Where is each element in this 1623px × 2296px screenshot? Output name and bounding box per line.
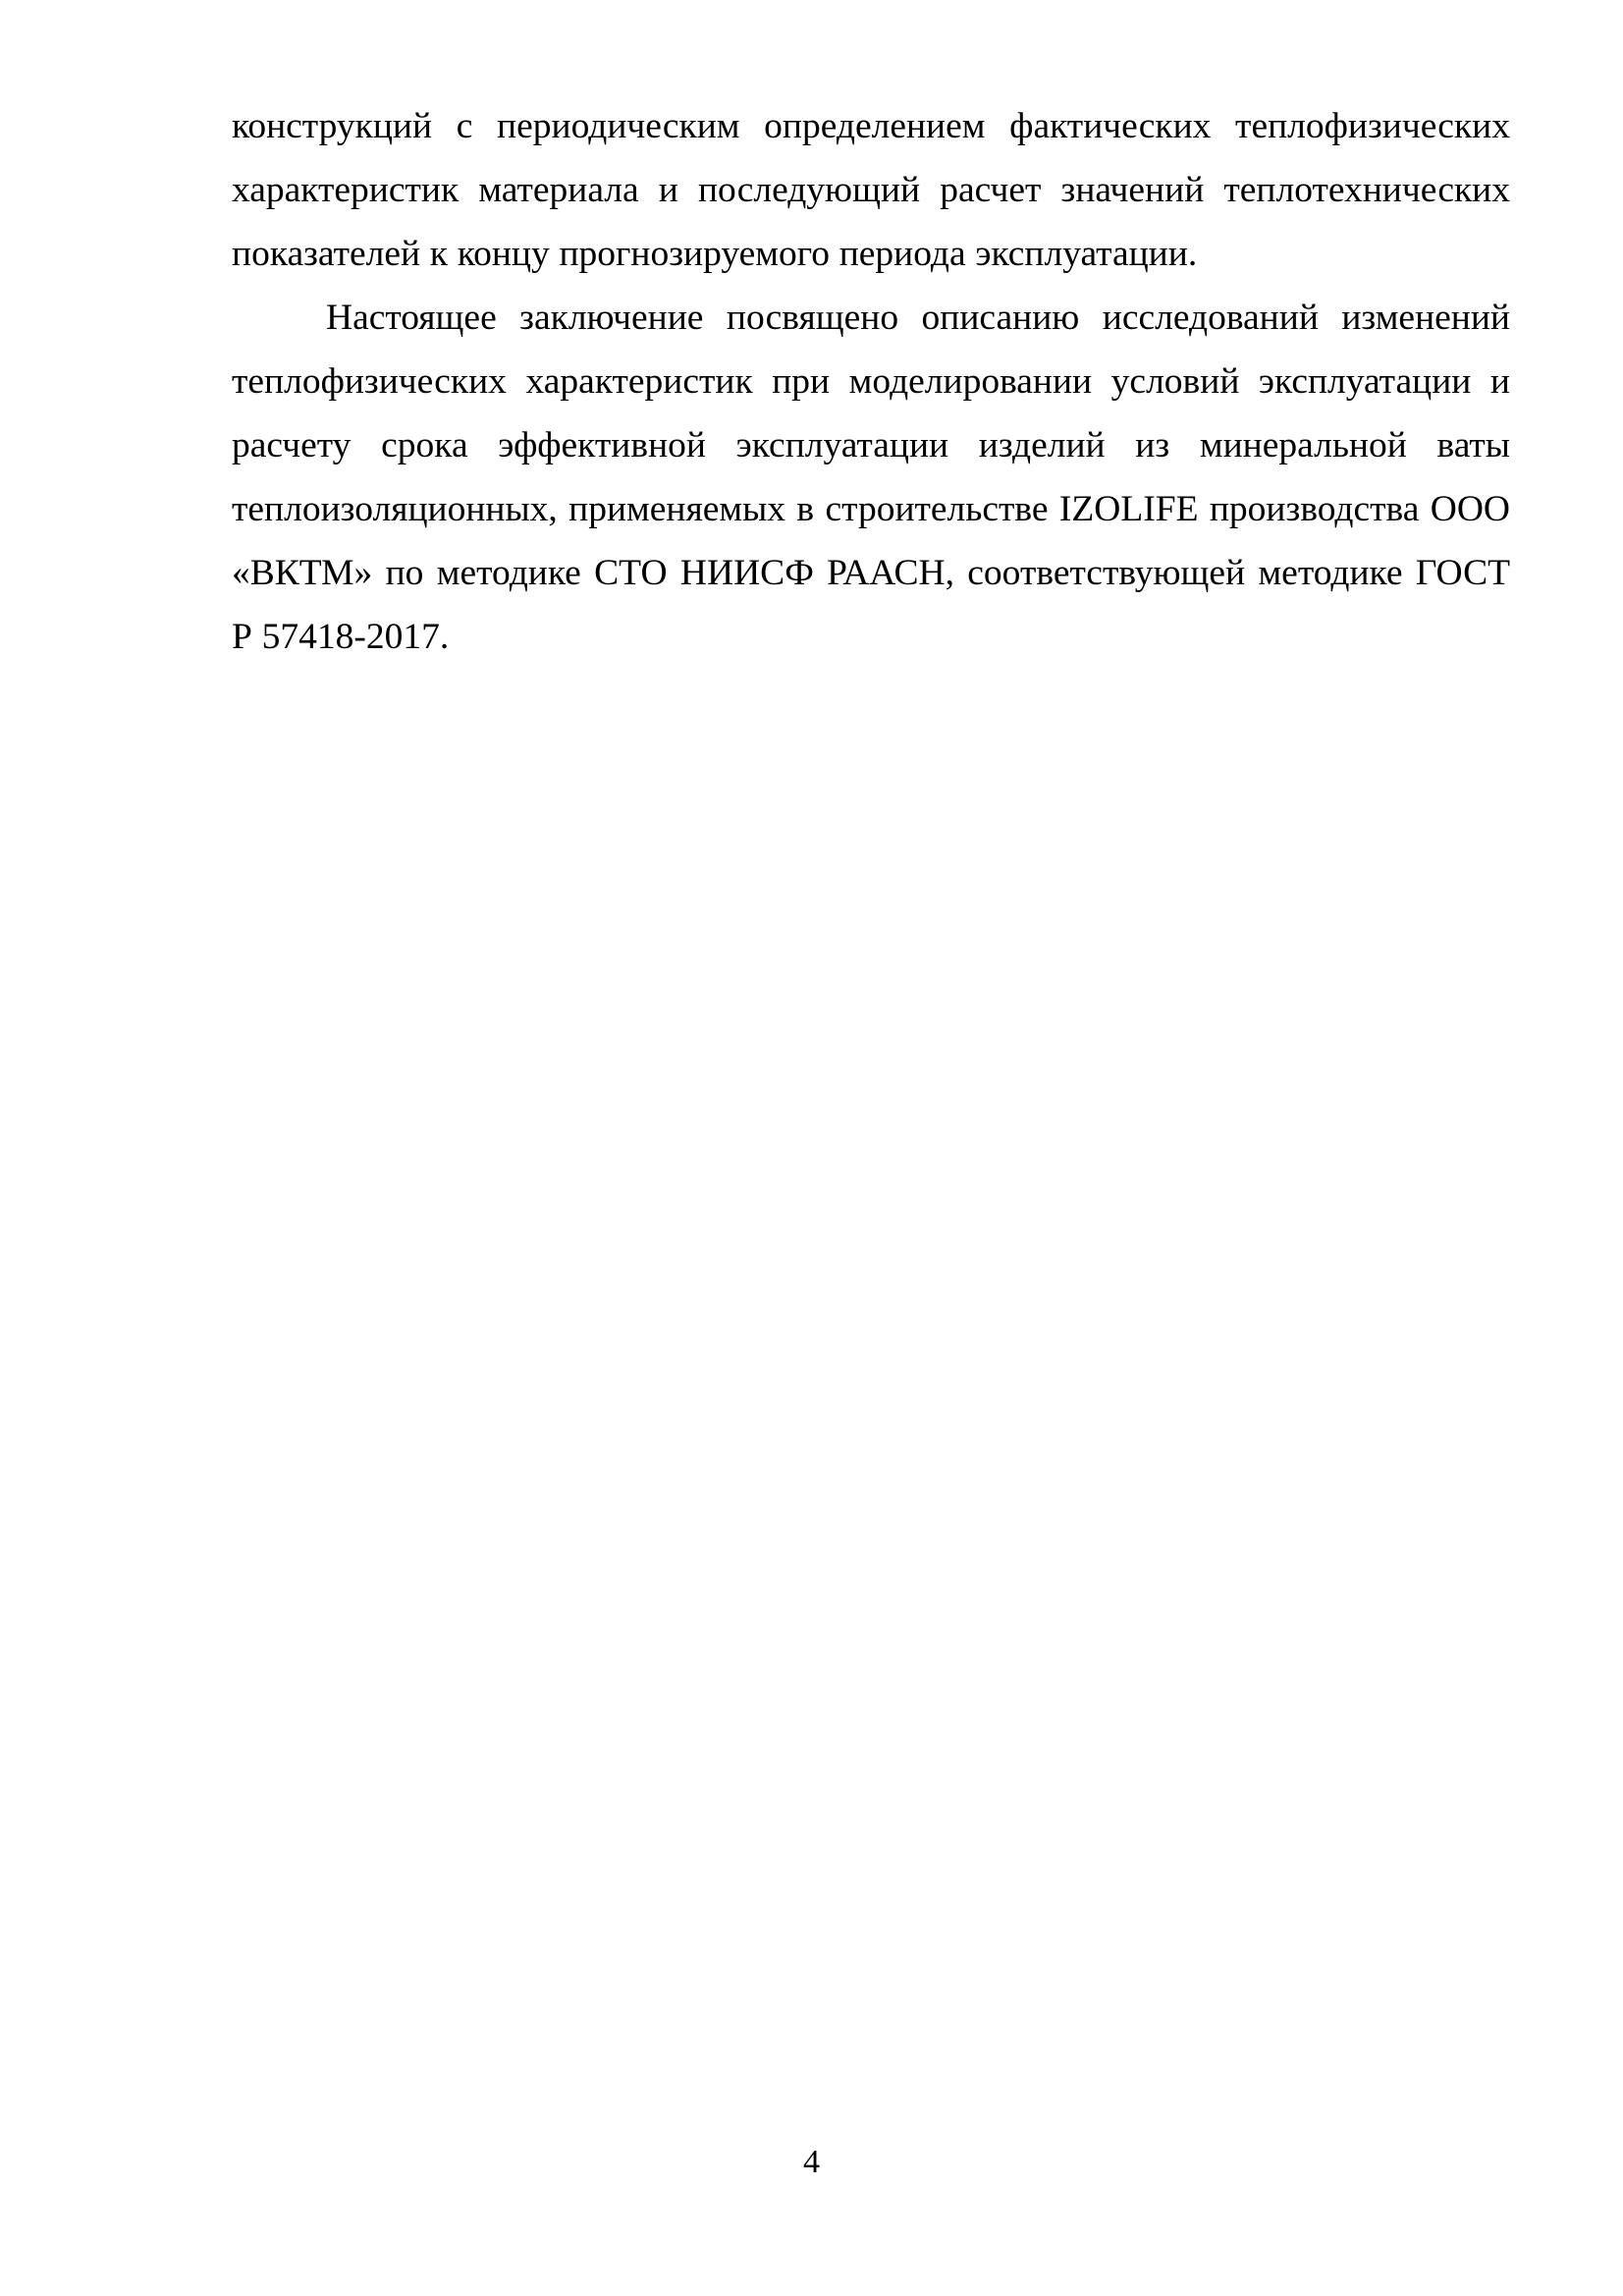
page-number: 4 bbox=[803, 2144, 820, 2180]
document-body bbox=[232, 94, 1510, 669]
paragraph-continuation: конструкций с периодическим определением фактических теплофизических характеристик материала и последующий расчет значений теплотехнических показателей к концу прогнозируемого периода эксплуатации. bbox=[232, 106, 1510, 274]
paragraph-conclusion-scope: Настоящее заключение посвящено описанию исследований изменений теплофизических характеристик при моделировании условий эксплуатации и расчету срока эффективной эксплуатации изделий из минеральной ваты теплоизоляционных, применяемых в строительстве IZOLIFE производства ООО «ВКТМ» по методике СТО НИИСФ РААСН, соответствующей методике ГОСТ Р 57418-2017. bbox=[232, 298, 1510, 657]
